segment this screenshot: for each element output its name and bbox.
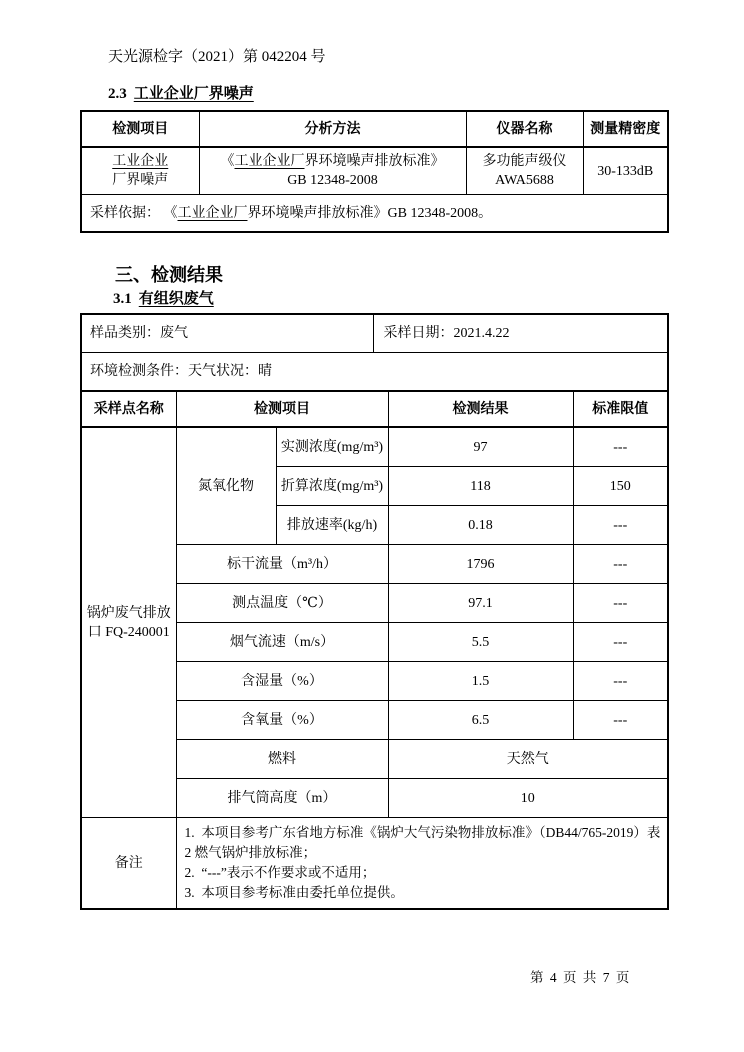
item-cell: 标干流量（m³/h） <box>176 545 388 584</box>
result-cell: 1796 <box>388 545 573 584</box>
limit-cell: --- <box>573 701 668 740</box>
item-cell: 测点温度（℃） <box>176 584 388 623</box>
sample-type-cell: 样品类别：废气 <box>81 314 373 353</box>
sampling-point-line1: 锅炉废气排放 <box>86 605 171 621</box>
noise-sampling-basis-row <box>81 195 668 233</box>
section-3-1-heading <box>113 289 667 309</box>
noise-item-line1: 工业企业 <box>112 154 169 169</box>
result-cell: 118 <box>388 467 573 506</box>
item-cell: 排气筒高度（m） <box>176 779 388 818</box>
report-page <box>80 0 667 910</box>
limit-cell: --- <box>573 427 668 467</box>
section-2-3-heading <box>108 84 667 104</box>
section-3-1-number: 3.1 <box>113 291 132 307</box>
noise-precision-cell: 30-133dB <box>583 147 668 195</box>
gas-info-row-1 <box>81 314 668 353</box>
section-2-3-title: 工业企业厂界噪声 <box>133 86 254 102</box>
noise-method-cell <box>199 147 466 195</box>
gas-header-item: 检测项目 <box>176 391 388 427</box>
page-number-footer: 第 4 页 共 7 页 <box>530 970 631 985</box>
item-cell: 实测浓度(mg/m³) <box>276 427 388 467</box>
remark-line-3: 2. “---”表示不作要求或不适用； <box>184 865 376 880</box>
remark-line-1: 1. 本项目参考广东省地方标准《锅炉大气污染物排放标准》（DB44/765-2019）表 <box>184 825 661 840</box>
table-row <box>81 427 668 467</box>
gas-info-table <box>80 313 669 392</box>
noise-table-data-row <box>81 147 668 195</box>
item-cell: 含湿量（%） <box>176 662 388 701</box>
noise-method-pre: 《 <box>220 154 235 169</box>
result-cell: 10 <box>388 779 668 818</box>
item-cell: 烟气流速（m/s） <box>176 623 388 662</box>
gas-header-result: 检测结果 <box>388 391 573 427</box>
noise-table-header-row <box>81 111 668 147</box>
noise-sampling-basis-cell <box>81 195 668 233</box>
noise-method-underlined: 工业企业厂 <box>234 154 305 169</box>
noise-basis-label: 采样依据： <box>90 205 160 221</box>
noise-header-instrument: 仪器名称 <box>466 111 583 147</box>
limit-cell: --- <box>573 545 668 584</box>
sampling-point-cell <box>81 427 176 818</box>
noise-method-post: 界环境噪声排放标准》 <box>304 154 445 169</box>
result-cell: 97 <box>388 427 573 467</box>
noise-item-cell <box>81 147 199 195</box>
sampling-date-cell: 采样日期：2021.4.22 <box>373 314 668 353</box>
result-cell: 5.5 <box>388 623 573 662</box>
nox-group-cell: 氮氧化物 <box>176 427 276 545</box>
result-cell: 6.5 <box>388 701 573 740</box>
limit-cell: --- <box>573 506 668 545</box>
sampling-point-line2: 口 FQ-240001 <box>87 624 170 640</box>
noise-basis-underlined: 工业企业厂 <box>177 205 248 221</box>
remark-row <box>81 818 668 910</box>
limit-cell: --- <box>573 584 668 623</box>
gas-header-limit: 标准限值 <box>573 391 668 427</box>
result-cell: 97.1 <box>388 584 573 623</box>
item-cell: 燃料 <box>176 740 388 779</box>
item-cell: 排放速率(kg/h) <box>276 506 388 545</box>
section-3-1-title: 有组织废气 <box>138 291 214 307</box>
remark-line-2: 2 燃气锅炉排放标准； <box>184 845 317 860</box>
noise-method-table <box>80 110 669 233</box>
result-cell: 天然气 <box>388 740 668 779</box>
remark-line-4: 3. 本项目参考标准由委托单位提供。 <box>184 885 404 900</box>
item-cell: 折算浓度(mg/m³) <box>276 467 388 506</box>
noise-instrument-line2: AWA5688 <box>495 173 554 188</box>
gas-results-table <box>80 390 669 910</box>
document-ref-number: 天光源检字（2021）第 042204 号 <box>108 49 326 65</box>
gas-table-header-row <box>81 391 668 427</box>
item-cell: 含氧量（%） <box>176 701 388 740</box>
result-cell: 1.5 <box>388 662 573 701</box>
remark-content-cell <box>176 818 668 910</box>
limit-cell: --- <box>573 662 668 701</box>
limit-cell: 150 <box>573 467 668 506</box>
noise-instrument-line1: 多功能声级仪 <box>482 154 567 169</box>
noise-header-precision: 测量精密度 <box>583 111 668 147</box>
gas-header-sampling-point: 采样点名称 <box>81 391 176 427</box>
noise-basis-post: 界环境噪声排放标准》GB 12348-2008。 <box>247 205 493 221</box>
section-3-heading: 三、检测结果 <box>115 265 223 285</box>
noise-item-line2: 厂界噪声 <box>112 173 169 188</box>
noise-method-line2: GB 12348-2008 <box>287 173 378 188</box>
remark-label-cell: 备注 <box>81 818 176 910</box>
env-condition-cell: 环境检测条件：天气状况：晴 <box>81 353 668 392</box>
gas-info-row-2 <box>81 353 668 392</box>
result-cell: 0.18 <box>388 506 573 545</box>
noise-header-method: 分析方法 <box>199 111 466 147</box>
noise-header-item: 检测项目 <box>81 111 199 147</box>
noise-instrument-cell <box>466 147 583 195</box>
section-2-3-number: 2.3 <box>108 86 127 102</box>
noise-basis-pre: 《 <box>163 205 178 221</box>
limit-cell: --- <box>573 623 668 662</box>
